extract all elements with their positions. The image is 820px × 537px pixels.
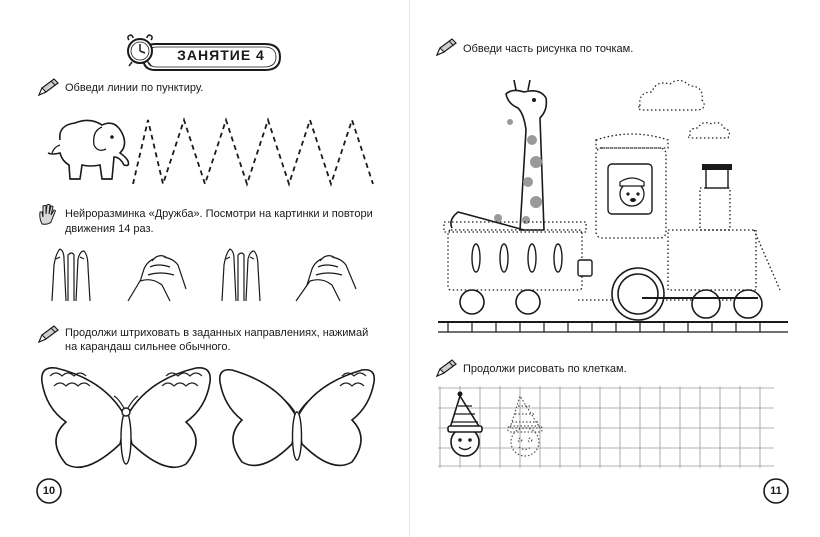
alarm-clock-icon xyxy=(120,32,160,68)
page-number: 11 xyxy=(770,485,782,497)
pencil-icon xyxy=(434,358,458,380)
elephant-drawing xyxy=(40,105,135,193)
task2-instruction-line2: движения 14 раз. xyxy=(65,223,154,235)
task1-instruction: Обведи линии по пунктиру. xyxy=(65,82,204,94)
train-with-giraffe-drawing xyxy=(428,70,808,340)
pencil-icon xyxy=(36,324,60,346)
butterfly-shaded xyxy=(36,360,216,478)
task3-instruction-line2: на карандаш сильнее обычного. xyxy=(65,341,231,353)
task2-instruction-line1: Нейроразминка «Дружба». Посмотри на картинки и повтори xyxy=(65,208,373,220)
zigzag-tracing-lines xyxy=(133,116,383,188)
task3-instruction-line1: Продолжи штриховать в заданных направлениях, нажимай xyxy=(65,327,369,339)
butterfly-outline xyxy=(212,360,382,478)
pencil-icon xyxy=(36,77,60,99)
task4-instruction: Обведи часть рисунка по точкам. xyxy=(463,43,634,55)
page-number: 10 xyxy=(42,485,56,497)
pencil-icon xyxy=(434,37,458,59)
right-page xyxy=(410,0,820,537)
friendship-exercise-hands xyxy=(40,245,380,303)
task5-instruction: Продолжи рисовать по клеткам. xyxy=(463,363,627,375)
drawing-grid xyxy=(438,386,778,468)
lesson-title: ЗАНЯТИЕ 4 xyxy=(177,47,265,63)
hand-icon xyxy=(36,202,60,226)
